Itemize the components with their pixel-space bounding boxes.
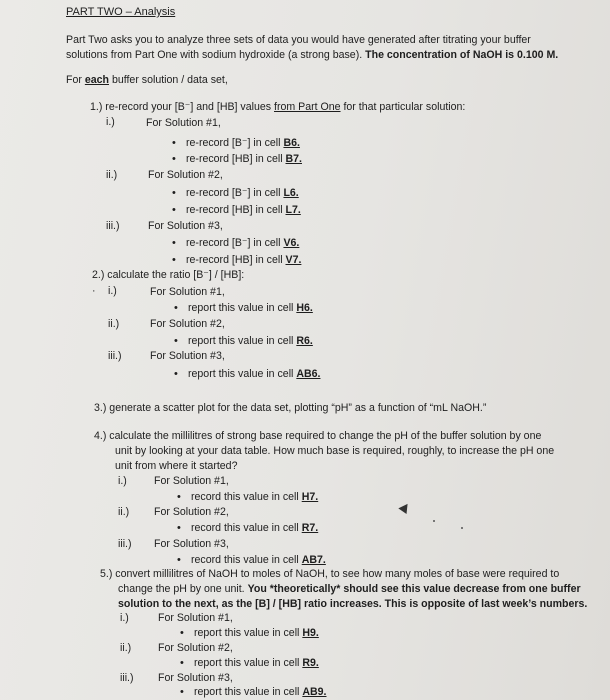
step1-s3-bullet-1: • re-record [B⁻] in cell V6. bbox=[186, 237, 299, 250]
step1-s2-bullet-2: • re-record [HB] in cell L7. bbox=[186, 204, 301, 217]
step5-solution-3: For Solution #3, bbox=[158, 672, 233, 684]
intro-line-2: solutions from Part One with sodium hydroxide (a strong base). The concentration of NaOH is 0.100 M. bbox=[66, 49, 559, 61]
step5-solution-1: For Solution #1, bbox=[158, 612, 233, 624]
step1-s3-bullet-2: • re-record [HB] in cell V7. bbox=[186, 254, 301, 267]
step2-s1-bullet: • report this value in cell H6. bbox=[188, 302, 313, 315]
step1-num-1: i.) bbox=[106, 116, 115, 128]
step3-title: 3.) generate a scatter plot for the data set, plotting “pH” as a function of “mL NaOH.” bbox=[94, 402, 487, 414]
step4-num-3: iii.) bbox=[118, 538, 132, 550]
step2-marker: · bbox=[92, 285, 96, 297]
step2-solution-3: For Solution #3, bbox=[150, 350, 225, 362]
step2-s2-bullet: • report this value in cell R6. bbox=[188, 335, 313, 348]
step4-s1-bullet: • record this value in cell H7. bbox=[191, 491, 318, 504]
step1-title: 1.) re-record your [B⁻] and [HB] values from Part One for that particular solution: bbox=[90, 101, 466, 113]
step2-s3-bullet: • report this value in cell AB6. bbox=[188, 368, 320, 381]
step5-line-1: 5.) convert millilitres of NaOH to moles of NaOH, to see how many moles of base were required to bbox=[100, 568, 560, 580]
step1-solution-2: For Solution #2, bbox=[148, 169, 223, 181]
step4-line-1: 4.) calculate the millilitres of strong base required to change the pH of the buffer solution by one bbox=[94, 430, 542, 442]
step2-solution-1: For Solution #1, bbox=[150, 286, 225, 298]
step5-s2-bullet: • report this value in cell R9. bbox=[194, 657, 319, 670]
step4-line-3: unit from where it started? bbox=[115, 460, 238, 472]
step1-s1-bullet-1: • re-record [B⁻] in cell B6. bbox=[186, 137, 300, 150]
step2-title: 2.) calculate the ratio [B⁻] / [HB]: bbox=[92, 269, 245, 281]
step4-line-2: unit by looking at your data table. How much base is required, roughly, to increase the pH one bbox=[115, 445, 555, 457]
step5-line-2: change the pH by one unit. You *theoretically* should see this value decrease from one buffer bbox=[118, 583, 581, 595]
step5-solution-2: For Solution #2, bbox=[158, 642, 233, 654]
step4-solution-2: For Solution #2, bbox=[154, 506, 229, 518]
naoh-concentration: The concentration of NaOH is 0.100 M. bbox=[365, 49, 559, 61]
step5-num-1: i.) bbox=[120, 612, 129, 624]
step4-num-1: i.) bbox=[118, 475, 127, 487]
step2-num-1: i.) bbox=[108, 285, 117, 297]
step4-solution-3: For Solution #3, bbox=[154, 538, 229, 550]
step4-num-2: ii.) bbox=[118, 506, 130, 518]
step1-num-3: iii.) bbox=[106, 220, 120, 232]
stray-mark bbox=[433, 520, 435, 522]
step1-s1-bullet-2: • re-record [HB] in cell B7. bbox=[186, 153, 302, 166]
step4-s2-bullet: • record this value in cell R7. bbox=[191, 522, 318, 535]
intro-line-1: Part Two asks you to analyze three sets of data you would have generated after titrating your buffer bbox=[66, 34, 531, 46]
step2-num-3: iii.) bbox=[108, 350, 122, 362]
step4-s3-bullet: • record this value in cell AB7. bbox=[191, 554, 326, 567]
step4-solution-1: For Solution #1, bbox=[154, 475, 229, 487]
stray-mark bbox=[461, 527, 463, 529]
step2-solution-2: For Solution #2, bbox=[150, 318, 225, 330]
cursor-arrow-icon bbox=[398, 501, 411, 514]
step5-s1-bullet: • report this value in cell H9. bbox=[194, 627, 319, 640]
step5-num-3: iii.) bbox=[120, 672, 134, 684]
step1-s2-bullet-1: • re-record [B⁻] in cell L6. bbox=[186, 187, 299, 200]
page-heading: PART TWO – Analysis bbox=[66, 6, 176, 18]
step2-num-2: ii.) bbox=[108, 318, 120, 330]
step1-solution-1: For Solution #1, bbox=[146, 117, 221, 129]
step5-line-3: solution to the next, as the [B] / [HB] ratio increases. This is opposite of last week’s numbers. bbox=[118, 598, 588, 610]
intro-line-3: For each buffer solution / data set, bbox=[66, 74, 228, 86]
step5-num-2: ii.) bbox=[120, 642, 132, 654]
step1-solution-3: For Solution #3, bbox=[148, 220, 223, 232]
step1-num-2: ii.) bbox=[106, 169, 118, 181]
step5-s3-bullet: • report this value in cell AB9. bbox=[194, 686, 326, 699]
